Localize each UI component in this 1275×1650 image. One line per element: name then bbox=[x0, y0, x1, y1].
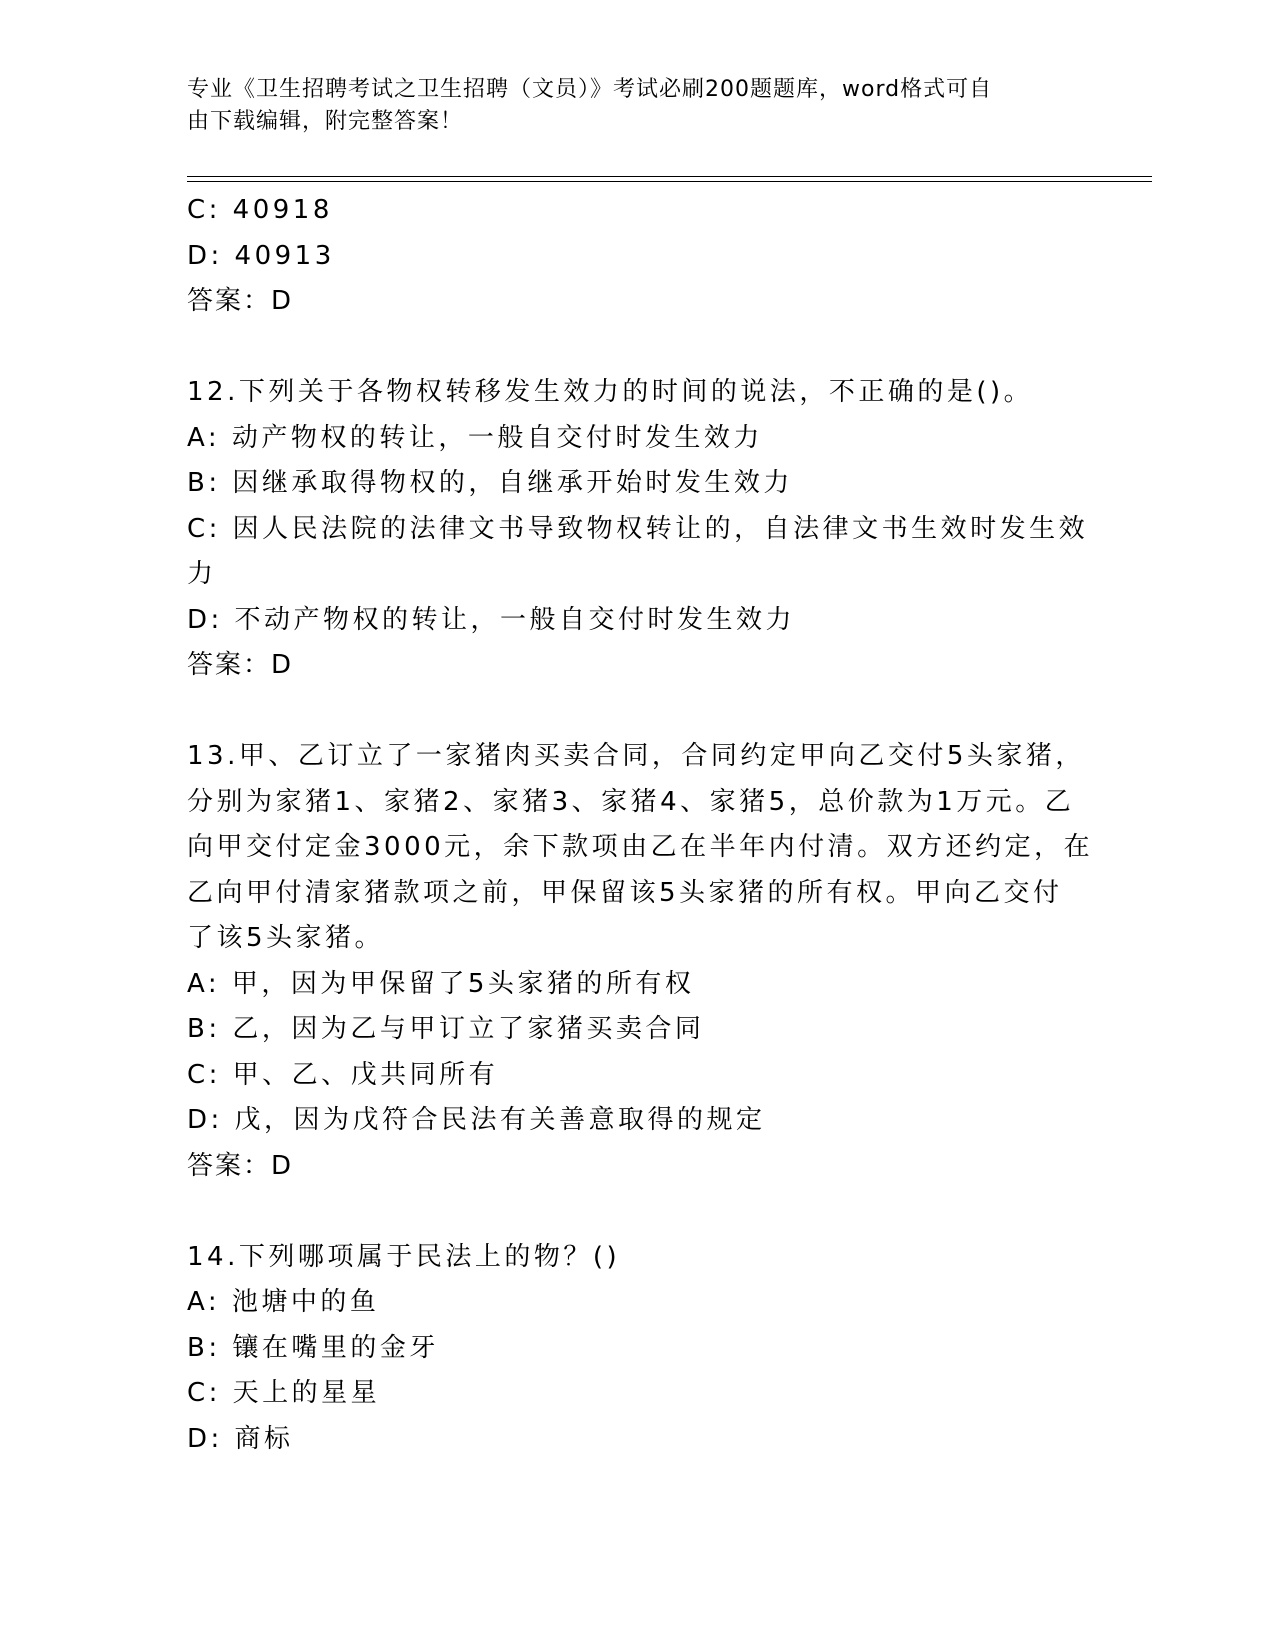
answer-line: 答案：D bbox=[187, 650, 294, 680]
question-stem-continued: 了该5头家猪。 bbox=[187, 923, 385, 953]
question-stem-continued: 乙向甲付清家猪款项之前，甲保留该5头家猪的所有权。甲向乙交付 bbox=[187, 877, 1063, 908]
question-stem-continued: 分别为家猪1、家猪2、家猪3、家猪4、家猪5，总价款为1万元。乙 bbox=[187, 786, 1075, 817]
answer-line: 答案：D bbox=[187, 1150, 294, 1181]
option-c: C: 天上的星星 bbox=[187, 1378, 381, 1408]
option-d: D: 40913 bbox=[187, 240, 335, 271]
header-divider-top bbox=[187, 176, 1152, 177]
option-b: B: 乙，因为乙与甲订立了家猪买卖合同 bbox=[187, 1014, 705, 1044]
option-c: C: 40918 bbox=[187, 195, 333, 225]
option-b: B: 因继承取得物权的，自继承开始时发生效力 bbox=[187, 468, 793, 498]
option-a: A: 池塘中的鱼 bbox=[187, 1287, 380, 1317]
header-line-1: 专业《卫生招聘考试之卫生招聘（文员）》考试必刷200题题库，word格式可自 bbox=[187, 77, 993, 102]
option-d: D: 不动产物权的转让，一般自交付时发生效力 bbox=[187, 604, 796, 635]
spacer bbox=[187, 325, 1087, 371]
question-stem-continued: 向甲交付定金3000元，余下款项由乙在半年内付清。双方还约定，在 bbox=[187, 832, 1094, 862]
option-d: D: 商标 bbox=[187, 1423, 294, 1454]
page-header bbox=[187, 74, 1067, 138]
question-stem: 14.下列哪项属于民法上的物？() bbox=[187, 1241, 621, 1272]
question-body bbox=[187, 188, 1094, 1462]
question-stem: 12.下列关于各物权转移发生效力的时间的说法，不正确的是()。 bbox=[187, 377, 1034, 407]
header-divider-bottom bbox=[187, 181, 1152, 182]
spacer bbox=[187, 689, 1087, 735]
option-a: A: 甲，因为甲保留了5头家猪的所有权 bbox=[187, 968, 695, 999]
option-b: B: 镶在嘴里的金牙 bbox=[187, 1332, 439, 1363]
question-stem: 13.甲、乙订立了一家猪肉买卖合同，合同约定甲向乙交付5头家猪， bbox=[187, 741, 1085, 771]
option-c: C: 因人民法院的法律文书导致物权转让的，自法律文书生效时发生效 bbox=[187, 513, 1089, 544]
header-line-2: 由下载编辑，附完整答案！ bbox=[187, 109, 464, 134]
option-c-continued: 力 bbox=[187, 559, 217, 589]
answer-line: 答案：D bbox=[187, 286, 294, 316]
spacer bbox=[187, 1189, 1087, 1235]
option-c: C: 甲、乙、戊共同所有 bbox=[187, 1059, 499, 1090]
option-a: A: 动产物权的转让，一般自交付时发生效力 bbox=[187, 422, 763, 453]
option-d: D: 戊，因为戊符合民法有关善意取得的规定 bbox=[187, 1105, 766, 1135]
